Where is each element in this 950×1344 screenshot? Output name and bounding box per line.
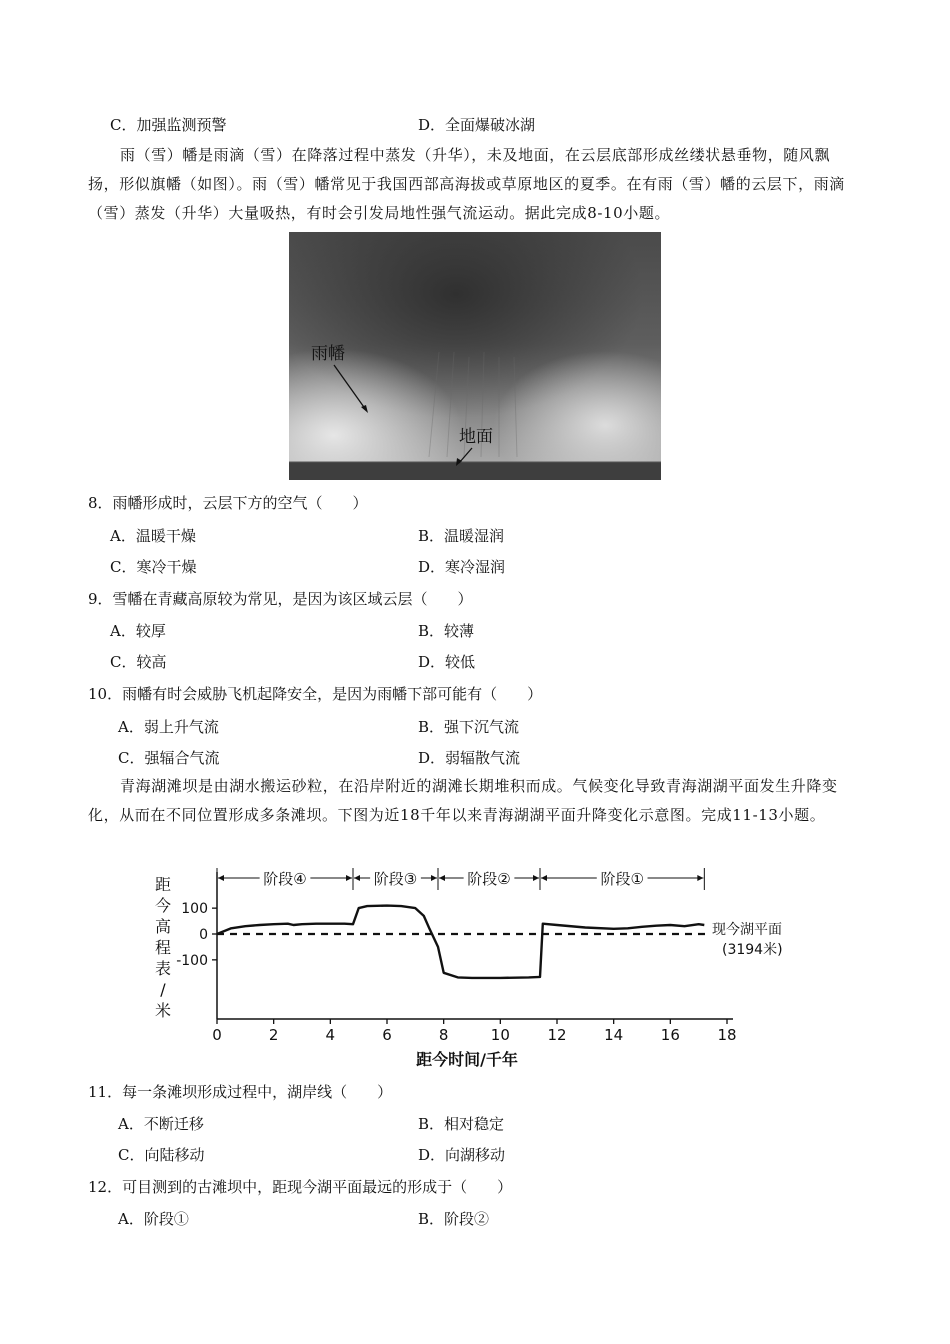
stage-label: 阶段④ (263, 870, 307, 888)
q12-stem: 12．可目测到的古滩坝中，距现今湖平面最远的形成于（ ） (88, 1178, 513, 1196)
y-axis-title-char: 距 (154, 875, 172, 894)
q8-stem: 8．雨幡形成时，云层下方的空气（ ） (88, 494, 368, 512)
q7-option-c: C．加强监测预警 (110, 116, 227, 134)
x-tick-label: 14 (604, 1026, 624, 1044)
q11-option-a: A．不断迁移 (118, 1115, 204, 1133)
stage-arrowhead (346, 875, 352, 881)
x-tick-label: 2 (268, 1026, 279, 1044)
q11-option-d: D．向湖移动 (418, 1146, 506, 1164)
q11-option-b: B．相对稳定 (418, 1115, 505, 1133)
y-axis-title-char: 米 (154, 1001, 172, 1020)
y-axis-title-char: 表 (154, 959, 172, 978)
virga-label: 雨幡 (311, 344, 345, 364)
stage-arrowhead (697, 875, 703, 881)
stage-arrowhead (431, 875, 437, 881)
lake-level-chart-svg (150, 862, 800, 1072)
stage-arrowhead (218, 875, 224, 881)
stage-arrowhead (541, 875, 547, 881)
q10-option-a: A．弱上升气流 (118, 718, 219, 736)
stage-arrowhead (354, 875, 360, 881)
q7-option-d: D．全面爆破冰湖 (418, 116, 536, 134)
x-axis-title: 距今时间/千年 (416, 1050, 518, 1069)
x-tick-label: 8 (438, 1026, 449, 1044)
q9-option-d: D．较低 (418, 653, 476, 671)
x-tick-label: 6 (382, 1026, 392, 1044)
x-tick-label: 4 (325, 1026, 336, 1044)
lake-level-series-line (217, 906, 704, 978)
q10-option-d: D．弱辐散气流 (418, 749, 521, 767)
y-axis-title-char: / (160, 980, 166, 999)
y-axis-title-char: 高 (154, 917, 172, 936)
stage-label: 阶段① (600, 870, 644, 888)
q8-option-c: C．寒冷干燥 (110, 558, 197, 576)
ground-label: 地面 (459, 427, 493, 447)
x-tick-label: 10 (490, 1026, 510, 1044)
q12-option-a: A．阶段① (118, 1210, 189, 1228)
virga-photo-image (289, 232, 661, 480)
q10-option-b: B．强下沉气流 (418, 718, 520, 736)
q8-option-b: B．温暖湿润 (418, 527, 505, 545)
y-tick-label: -100 (176, 952, 208, 969)
y-axis-title-char: 程 (154, 938, 172, 957)
q12-option-b: B．阶段② (418, 1210, 490, 1228)
passage-qinghai: 青海湖滩坝是由湖水搬运砂粒，在沿岸附近的湖滩长期堆积而成。气候变化导致青海湖湖平面发生升降变化，从而在不同位置形成多条滩坝。下图为近18千年以来青海湖湖平面升降变化示意图。完成11-13小题。 (88, 777, 838, 824)
lake-level-chart (150, 862, 800, 1072)
virga-photo (289, 232, 661, 480)
stage-label: 阶段③ (373, 870, 418, 888)
present-lake-level-value: (3194米) (722, 942, 783, 958)
q9-stem: 9．雪幡在青藏高原较为常见，是因为该区域云层（ ） (88, 590, 473, 608)
x-tick-label: 12 (547, 1026, 567, 1044)
q8-option-a: A．温暖干燥 (110, 527, 196, 545)
q9-option-a: A．较厚 (110, 622, 166, 640)
q11-stem: 11．每一条滩坝形成过程中，湖岸线（ ） (88, 1083, 393, 1101)
q9-option-b: B．较薄 (418, 622, 475, 640)
x-tick-label: 0 (212, 1026, 222, 1044)
q11-option-c: C．向陆移动 (118, 1146, 205, 1164)
y-tick-label: 100 (181, 901, 208, 918)
present-lake-level-label: 现今湖平面 (712, 922, 782, 938)
q10-option-c: C．强辐合气流 (118, 749, 220, 767)
stage-label: 阶段② (467, 870, 511, 888)
x-tick-label: 18 (717, 1026, 737, 1044)
passage-virga: 雨（雪）幡是雨滴（雪）在降落过程中蒸发（升华），未及地面，在云层底部形成丝缕状悬垂物，随风飘扬，形似旗幡（如图）。雨（雪）幡常见于我国西部高海拔或草原地区的夏季。在有雨（雪）幡的云层下，雨滴（雪）蒸发（升华）大量吸热，有时会引发局地性强气流运动。据此完成8-10小题。 (88, 146, 845, 222)
q9-option-c: C．较高 (110, 653, 167, 671)
q10-stem: 10．雨幡有时会威胁飞机起降安全，是因为雨幡下部可能有（ ） (88, 685, 543, 703)
q8-option-d: D．寒冷湿润 (418, 558, 506, 576)
y-axis-title-char: 今 (154, 896, 172, 915)
y-tick-label: 0 (199, 927, 208, 943)
stage-arrowhead (533, 875, 539, 881)
x-tick-label: 16 (660, 1026, 680, 1044)
stage-arrowhead (439, 875, 445, 881)
